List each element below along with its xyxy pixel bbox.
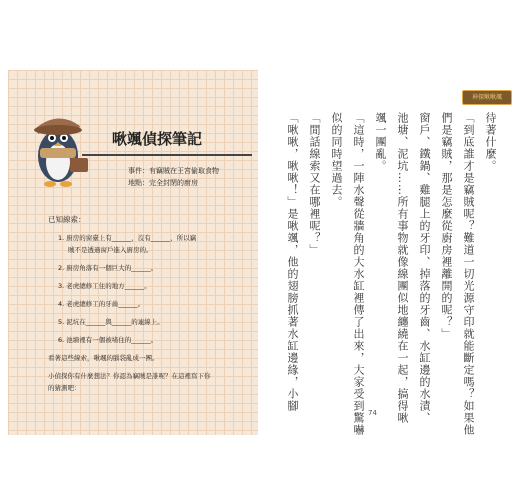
clue-1b: 賊不是透過窗戶進入廚房的。 (68, 246, 153, 254)
clue-6: 6. 池塘裡有一個被堵住的______。 (58, 336, 158, 344)
event-line: 事件：有竊賊在王宮偷取食物 (128, 167, 219, 175)
story-column-6: 颯一團亂。 (374, 112, 387, 172)
prompt-line-2: 的猜測吧： (48, 384, 81, 392)
story-column-1: 待著什麼。 (484, 112, 497, 172)
location-line: 地點：完全封閉的廚房 (128, 179, 198, 187)
penguin-detective-illustration (20, 108, 96, 188)
series-badge: 神探啾啾颯 (462, 90, 512, 105)
story-column-2: 「到底誰才是竊賊呢？難道一切光源守印就能斷定嗎？如果他 (462, 112, 475, 436)
clue-1a: 1. 廚房的窗臺上有______，沒有______，所以竊 (58, 234, 197, 242)
notes-page (8, 70, 258, 435)
story-column-10: 「啾啾，啾啾！」是啾颯，他的翅膀抓著水缸邊緣，小腳 (286, 112, 299, 412)
clue-3: 3. 老虎總修工住的地方______。 (58, 282, 151, 290)
notes-title: 啾颯偵探筆記 (112, 130, 203, 148)
title-underline (82, 154, 252, 156)
observation-line: 看著這些線索，啾颯的腦袋亂成一團。 (48, 354, 159, 362)
story-page (262, 70, 514, 435)
page-number: 74 (368, 409, 377, 417)
clue-2: 2. 廚房角落有一個巨大的______。 (58, 264, 158, 272)
story-column-4: 窗戶、鐵鍋、雞腿上的牙印、掉落的牙齒、水缸邊的水漬、 (418, 112, 431, 424)
story-column-9: 「閒話線索又在哪裡呢？」 (308, 112, 321, 256)
clues-heading: 已知線索： (48, 215, 86, 224)
clue-5: 5. 泥坑在______與______的連線上。 (58, 318, 164, 326)
clue-4: 4. 老虎總修工的牙齒______。 (58, 300, 145, 308)
story-column-3: 們是竊賊，那是怎麼從廚房裡離開的呢？」 (440, 112, 453, 340)
story-column-7: 「這時，一陣水聲從牆角的大水缸裡傳了出來，大家受到驚嚇 (352, 112, 365, 436)
prompt-line-1: 小偵探你有什麼想法？你認為竊賊是誰呢？在這裡寫下你 (48, 372, 211, 380)
story-column-5: 池塘、泥坑……所有事物就像線團似地纏繞在一起，搞得啾 (396, 112, 409, 424)
story-column-8: 似的同時望過去。 (330, 112, 343, 208)
